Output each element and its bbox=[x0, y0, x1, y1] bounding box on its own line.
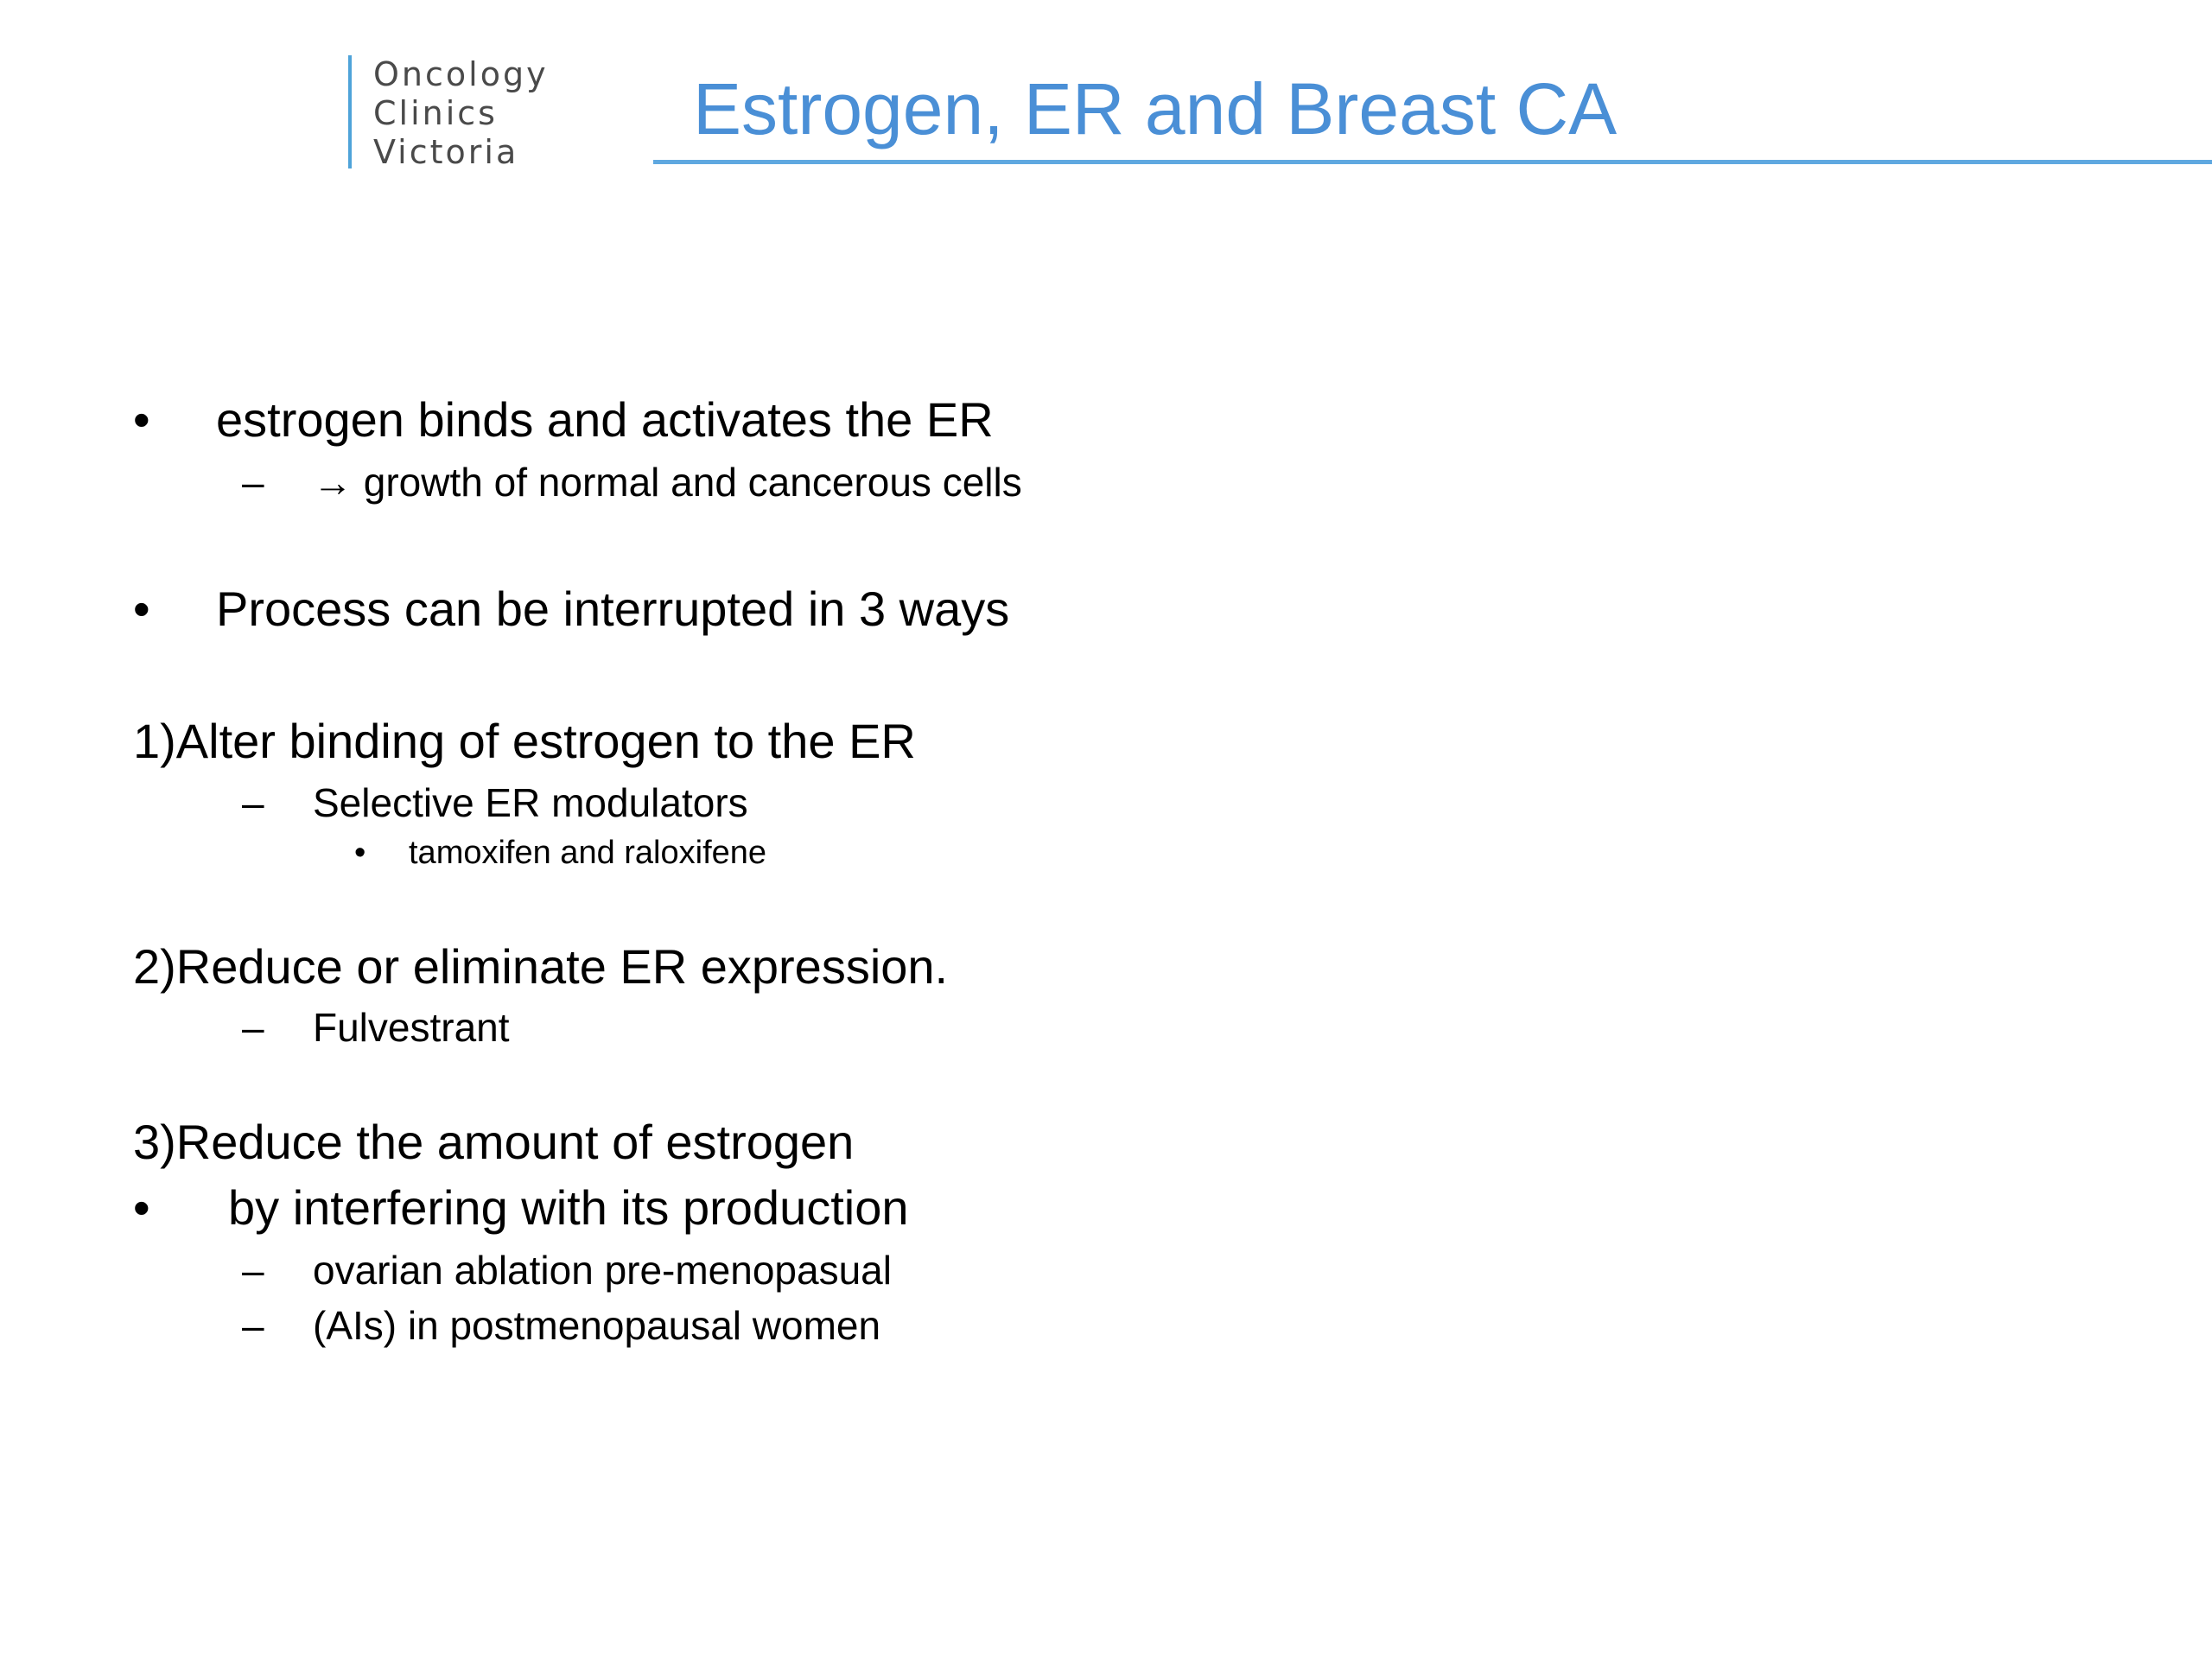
slide-title: Estrogen, ER and Breast CA bbox=[693, 68, 1618, 149]
bullet-text-process-interrupted: Process can be interrupted in 3 ways bbox=[216, 582, 1010, 636]
logo-line-1: Oncology bbox=[373, 55, 549, 93]
sub-text-serm: Selective ER modulators bbox=[313, 780, 748, 825]
sub-text-ovarian-ablation: ovarian ablation pre-menopasual bbox=[313, 1248, 892, 1293]
dash-marker: – bbox=[242, 1303, 264, 1348]
bullet-marker: • bbox=[133, 392, 150, 447]
numbered-item-2: 2)Reduce or eliminate ER expression. bbox=[133, 939, 949, 994]
dash-marker: – bbox=[242, 1248, 264, 1293]
dash-marker: – bbox=[242, 460, 264, 505]
small-bullet-marker: • bbox=[354, 835, 366, 871]
logo-line-2: Clinics bbox=[373, 94, 498, 132]
sub-text-aromatase-inhibitors: (AIs) in postmenopausal women bbox=[313, 1303, 881, 1348]
bullet-marker: • bbox=[133, 1180, 150, 1235]
numbered-item-3: 3)Reduce the amount of estrogen bbox=[133, 1115, 855, 1169]
dash-marker: – bbox=[242, 1005, 264, 1050]
dash-marker: – bbox=[242, 780, 264, 825]
bullet-marker: • bbox=[133, 582, 150, 636]
sub-text-growth: → growth of normal and cancerous cells bbox=[313, 460, 1022, 505]
logo-line-3: Victoria bbox=[373, 133, 519, 171]
clinic-logo bbox=[348, 55, 549, 171]
bullet-text-estrogen-binds: estrogen binds and activates the ER bbox=[216, 392, 994, 447]
numbered-item-1: 1)Alter binding of estrogen to the ER bbox=[133, 714, 916, 768]
subsub-text-tamoxifen: tamoxifen and raloxifene bbox=[409, 835, 767, 871]
title-underline bbox=[653, 160, 2212, 164]
sub-text-fulvestrant: Fulvestrant bbox=[313, 1005, 510, 1050]
bullet-text-interfering-production: by interfering with its production bbox=[228, 1180, 909, 1235]
